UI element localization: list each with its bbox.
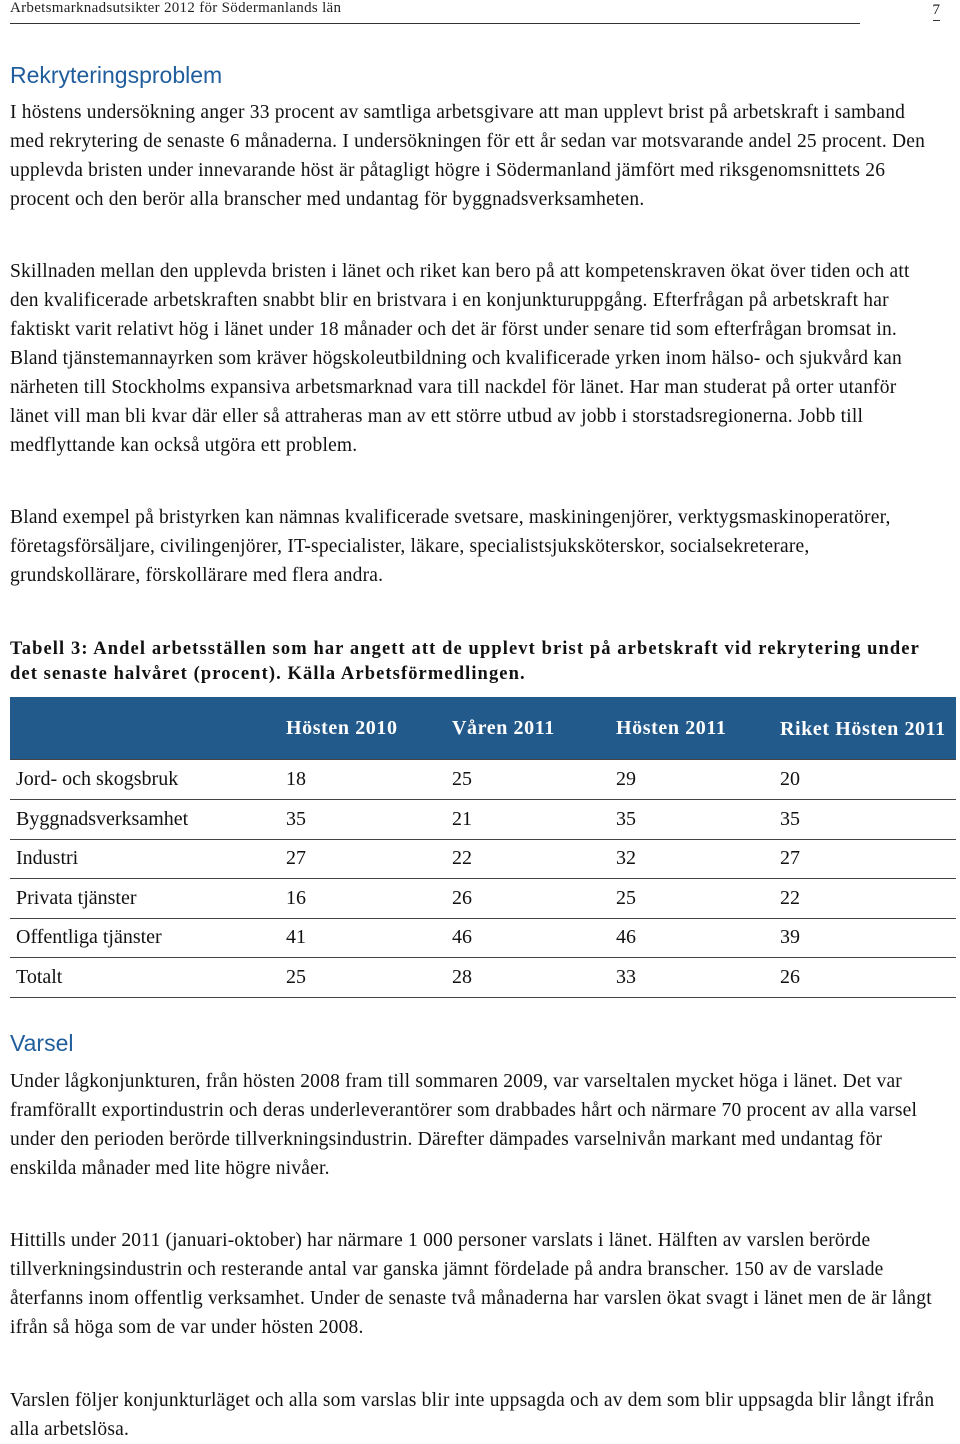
- table-cell: 32: [610, 839, 774, 879]
- table-cell: 22: [446, 839, 610, 879]
- table-cell: 26: [446, 879, 610, 919]
- table-cell: Offentliga tjänster: [10, 918, 280, 958]
- table-row: [10, 879, 956, 919]
- paragraph: Bland exempel på bristyrken kan nämnas kvalificerade svetsare, maskiningenjörer, verktygsmaskinoperatörer, företagsförsäljare, civilingenjörer, IT-specialister, läkare, specialistsjuksköterskor, socialsekreterare, grundskollärare, förskollärare med flera andra.: [10, 507, 891, 586]
- header-title: Arbetsmarknadsutsikter 2012 för Södermanlands län: [10, 0, 342, 16]
- table-header-row: [10, 697, 956, 760]
- page-header: [10, 0, 940, 24]
- table-cell: Totalt: [10, 958, 280, 998]
- paragraph: I höstens undersökning anger 33 procent av samtliga arbetsgivare att man upplevt brist på arbetskraft i samband med rekrytering de senaste 6 månaderna. I undersökningen för ett år sedan var motsvarande andel 25 procent. Den upplevda bristen under innevarande höst är påtagligt högre i Södermanland jämfört med riksgenomsnittets 26 procent och den berör alla branscher med undantag för byggnadsverksamheten.: [10, 102, 926, 210]
- table-cell: 25: [610, 879, 774, 919]
- paragraph: Under lågkonjunkturen, från hösten 2008 fram till sommaren 2009, var varseltalen mycket höga i länet. Det var framförallt exportindustrin och deras underleverantörer som drabbades hårt och närmare 70 procent av alla varsel under den perioden berörde tillverkningsindustrin. Därefter dämpades varselnivån markant med undantag för enskilda månader med lite högre nivåer.: [10, 1071, 918, 1179]
- table-cell: Byggnadsverksamhet: [10, 800, 280, 840]
- table-cell: 27: [280, 839, 446, 879]
- data-table: [10, 697, 956, 998]
- section-heading-rekrytering: Rekryteringsproblem: [10, 62, 223, 88]
- table-cell: 21: [446, 800, 610, 840]
- table-cell: 25: [280, 958, 446, 998]
- table-header-cell: Hösten 2011: [616, 717, 727, 739]
- table-row: [10, 839, 956, 879]
- table-cell: 35: [280, 800, 446, 840]
- table-row: [10, 958, 956, 998]
- table-cell: 39: [774, 918, 956, 958]
- section-heading-varsel: Varsel: [10, 1030, 74, 1056]
- table-cell: 28: [446, 958, 610, 998]
- table-cell: 33: [610, 958, 774, 998]
- table-cell: 35: [610, 800, 774, 840]
- table-row: [10, 918, 956, 958]
- paragraph: Hittills under 2011 (januari-oktober) har närmare 1 000 personer varslats i länet. Hälften av varslen berörde tillverkningsindustrin och resterande antal var ganska jämnt fördelade på andra branscher. 150 av de varslade återfanns inom offentlig verksamhet. Under de senaste två månaderna har varslen ökat svagt i länet men de är långt ifrån så höga som de var under hösten 2008.: [10, 1230, 932, 1338]
- table-header-cell: Våren 2011: [452, 717, 555, 739]
- table-row: [10, 800, 956, 840]
- table-cell: Jord- och skogsbruk: [10, 760, 280, 800]
- table-row: [10, 760, 956, 800]
- table-cell: 22: [774, 879, 956, 919]
- page-number: 7: [933, 0, 941, 21]
- table-cell: 26: [774, 958, 956, 998]
- table-header-cell: Hösten 2010: [286, 717, 398, 739]
- table-cell: 46: [610, 918, 774, 958]
- table-cell: 46: [446, 918, 610, 958]
- table-cell: Privata tjänster: [10, 879, 280, 919]
- table-cell: 35: [774, 800, 956, 840]
- table-cell: 27: [774, 839, 956, 879]
- table-cell: 29: [610, 760, 774, 800]
- paragraph: Varslen följer konjunkturläget och alla som varslas blir inte uppsagda och av dem som blir uppsagda blir långt ifrån alla arbetslösa.: [10, 1390, 935, 1440]
- table-caption: Tabell 3: Andel arbetsställen som har angett att de upplevt brist på arbetskraft vid rekrytering under det senaste halvåret (procent). Källa Arbetsförmedlingen.: [10, 639, 920, 684]
- paragraph: Skillnaden mellan den upplevda bristen i länet och riket kan bero på att kompetenskraven ökat över tiden och att den kvalificerade arbetskraften snabbt blir en bristvara i en konjunkturuppgång. Efterfrågan på arbetskraft har faktiskt varit relativt hög i länet under 18 månader och det är först under senare tid som efterfrågan bromsat in. Bland tjänstemannayrken som kräver högskoleutbildning och kvalificerade yrken inom hälso- och sjukvård kan närheten till Stockholms expansiva arbetsmarknad vara till nackdel för länet. Har man studerat på orter utanför länet vill man bli kvar där eller så attraheras man av ett större utbud av jobb i storstadsregionerna. Jobb till medflyttande kan också utgöra ett problem.: [10, 261, 910, 456]
- table-cell: Industri: [10, 839, 280, 879]
- table-header-cell: Riket Hösten 2011: [780, 718, 946, 740]
- table-cell: 20: [774, 760, 956, 800]
- table-cell: 18: [280, 760, 446, 800]
- table-cell: 25: [446, 760, 610, 800]
- table-header-cell: [10, 697, 280, 760]
- header-rule: [10, 23, 860, 24]
- table-cell: 41: [280, 918, 446, 958]
- table-divider: [10, 759, 956, 760]
- table-cell: 16: [280, 879, 446, 919]
